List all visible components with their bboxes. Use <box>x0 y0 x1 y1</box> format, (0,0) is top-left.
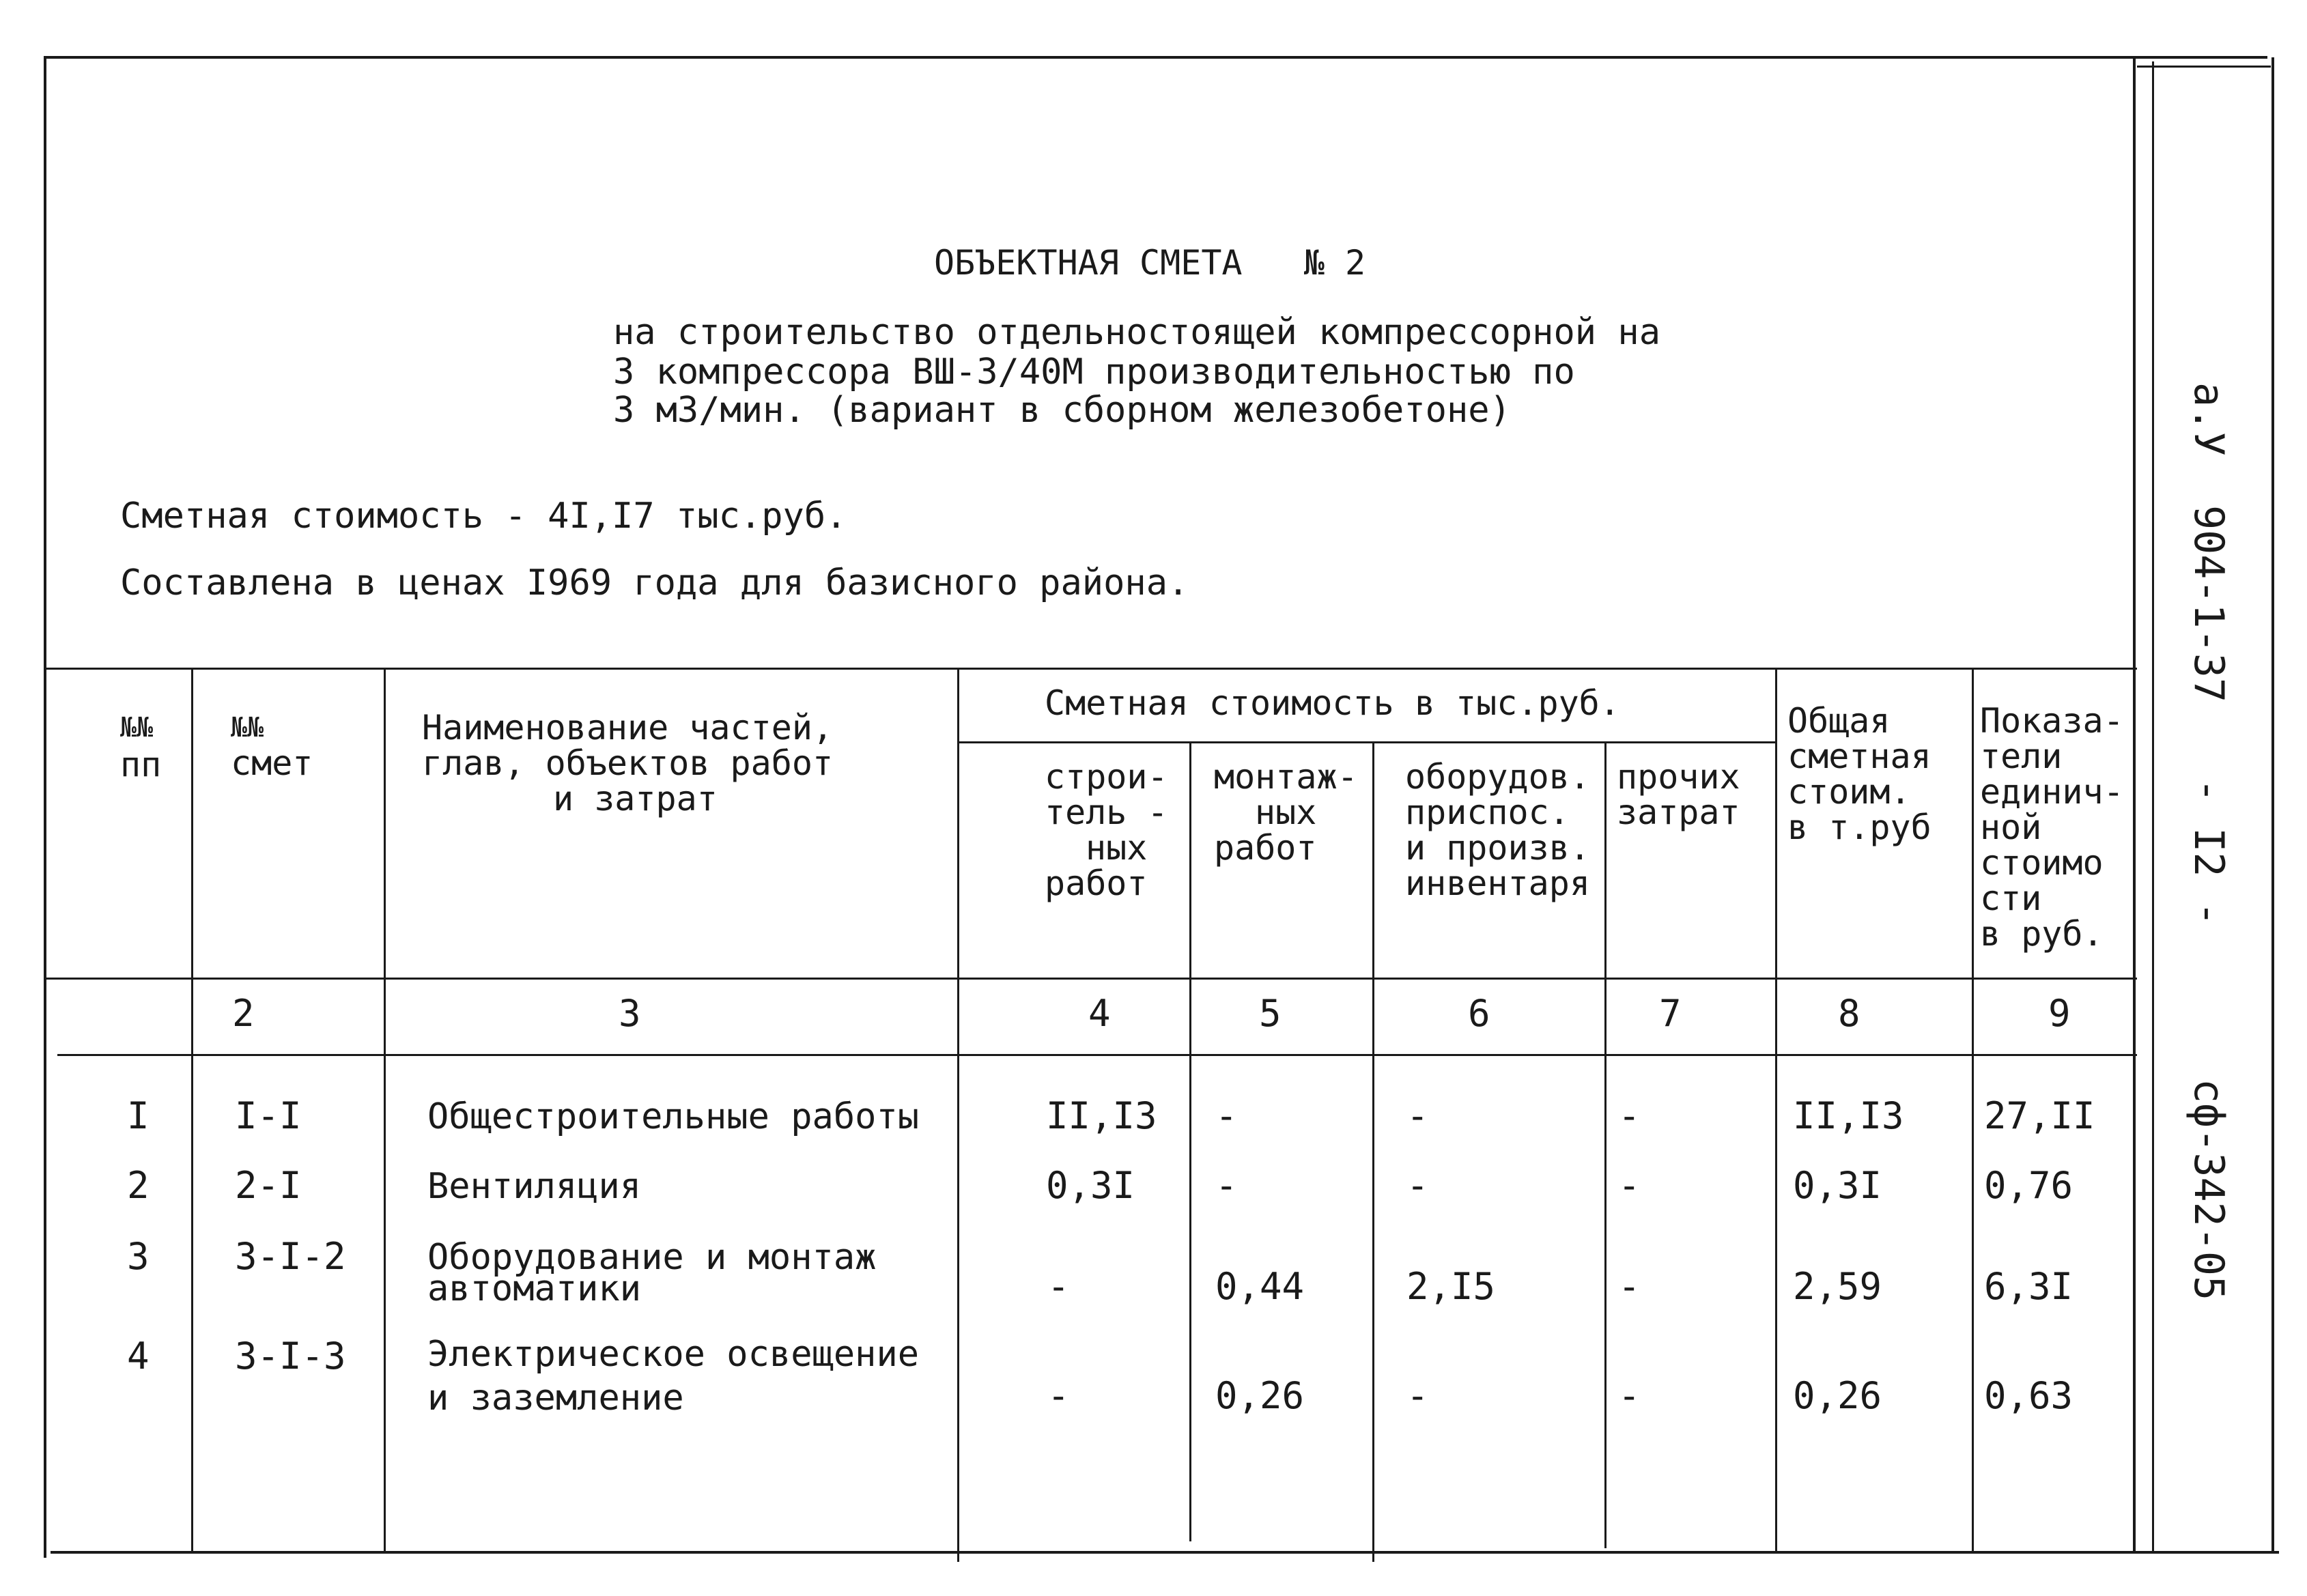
subtitle-line-3: 3 м3/мин. (вариант в сборном железобетоне) <box>613 390 1511 431</box>
table-top-line <box>44 668 2137 670</box>
row-number: I <box>127 1094 150 1137</box>
subtitle-line-2: 3 компрессора ВШ-3/40М производительностью по <box>613 352 1575 393</box>
column-number-8: 8 <box>1838 992 1860 1035</box>
side-stamp-code-a: а.У <box>2185 382 2233 457</box>
row-number: 2 <box>127 1164 150 1207</box>
row-construction-cost: 0,3I <box>1046 1164 1135 1207</box>
header-col1-line2: пп <box>120 745 162 784</box>
header-col7-line1: прочих <box>1617 757 1740 797</box>
header-col2-line2: смет <box>231 743 313 783</box>
header-col1-line1: №№ <box>120 712 154 743</box>
header-col8-line2: сметная <box>1787 737 1931 776</box>
row-construction-cost: - <box>1047 1374 1070 1417</box>
row-number: 3 <box>127 1235 150 1278</box>
table-numbers-bottom-line <box>57 1054 2137 1056</box>
row-smeta-number: 3-I-2 <box>235 1235 346 1278</box>
table-vline-1 <box>191 669 193 1552</box>
row-name-line2: автоматики <box>427 1268 642 1309</box>
row-unit-cost: 0,76 <box>1984 1164 2074 1207</box>
header-col3-line2: глав, объектов работ <box>422 743 834 783</box>
header-col6-line2: приспос. <box>1405 793 1570 832</box>
header-col6-line3: и произв. <box>1405 828 1590 868</box>
column-number-6: 6 <box>1468 992 1490 1035</box>
subtitle-line-1: на строительство отдельностоящей компрессорной на <box>613 312 1661 353</box>
prices-note: Составлена в ценах I969 года для базисного района. <box>120 562 1189 603</box>
header-col9-line5: стоимо <box>1980 843 2104 883</box>
header-col8-line1: Общая <box>1787 701 1891 741</box>
row-unit-cost: 6,3I <box>1984 1265 2074 1308</box>
table-vline-5 <box>1372 743 1374 1562</box>
header-group-label: Сметная стоимость в тыс.руб. <box>1045 683 1620 723</box>
row-installation-cost: - <box>1215 1164 1238 1207</box>
header-col9-line7: в руб. <box>1980 914 2104 954</box>
column-number-3: 3 <box>619 992 641 1035</box>
header-col5-line2: ных <box>1255 793 1317 832</box>
row-construction-cost: - <box>1047 1265 1070 1308</box>
row-total-cost: 0,26 <box>1793 1374 1882 1417</box>
header-col9-line2: тели <box>1980 737 2063 776</box>
row-smeta-number: I-I <box>235 1094 302 1137</box>
side-stamp-page-number: - I2 - <box>2185 778 2233 926</box>
table-vline-2 <box>384 669 386 1552</box>
row-total-cost: 0,3I <box>1793 1164 1882 1207</box>
header-col6-line4: инвентаря <box>1405 864 1590 903</box>
table-group-underline <box>957 741 1775 743</box>
header-col7-line2: затрат <box>1617 793 1740 832</box>
row-smeta-number: 3-I-3 <box>235 1335 346 1378</box>
header-col9-line3: единич- <box>1980 772 2124 812</box>
side-stamp-sheet-code: сф-342-05 <box>2185 1079 2233 1301</box>
row-unit-cost: 27,II <box>1984 1094 2095 1137</box>
header-col8-line3: стоим. <box>1787 772 1911 812</box>
row-name: Общестроительные работы <box>427 1096 920 1137</box>
table-vline-7 <box>1775 669 1777 1552</box>
row-unit-cost: 0,63 <box>1984 1374 2074 1417</box>
table-vline-3 <box>957 669 959 1562</box>
row-number: 4 <box>127 1335 150 1378</box>
row-name: Вентиляция <box>427 1166 642 1207</box>
frame-right <box>2271 57 2274 1552</box>
table-header-bottom-line <box>44 978 2137 980</box>
frame-stamp-left <box>2133 57 2136 1552</box>
estimated-cost: Сметная стоимость - 4I,I7 тыс.руб. <box>120 496 847 537</box>
row-installation-cost: - <box>1215 1094 1238 1137</box>
header-col8-line4: в т.руб <box>1787 808 1931 847</box>
row-equipment-cost: - <box>1406 1164 1429 1207</box>
header-col2-line1: №№ <box>231 712 264 743</box>
row-other-cost: - <box>1618 1164 1641 1207</box>
header-col4-line1: строи- <box>1045 757 1168 797</box>
header-col9-line6: сти <box>1980 879 2042 918</box>
row-equipment-cost: 2,I5 <box>1406 1265 1496 1308</box>
frame-left <box>44 56 46 1558</box>
column-number-2: 2 <box>232 992 255 1035</box>
column-number-7: 7 <box>1659 992 1682 1035</box>
row-smeta-number: 2-I <box>235 1164 302 1207</box>
frame-stamp-top <box>2137 66 2271 68</box>
row-installation-cost: 0,26 <box>1215 1374 1305 1417</box>
table-vline-8 <box>1972 669 1974 1552</box>
column-number-9: 9 <box>2048 992 2071 1035</box>
row-equipment-cost: - <box>1406 1094 1429 1137</box>
document-title: ОБЪЕКТНАЯ СМЕТА № 2 <box>934 243 1366 283</box>
header-col4-line2: тель - <box>1045 793 1168 832</box>
table-vline-4 <box>1189 743 1191 1541</box>
column-number-4: 4 <box>1088 992 1111 1035</box>
header-col4-line4: работ <box>1045 864 1148 903</box>
row-other-cost: - <box>1618 1094 1641 1137</box>
row-name-line2: и заземление <box>427 1378 684 1419</box>
header-col5-line3: работ <box>1214 828 1317 868</box>
row-other-cost: - <box>1618 1265 1641 1308</box>
table-vline-6 <box>1604 743 1607 1548</box>
row-total-cost: 2,59 <box>1793 1265 1882 1308</box>
header-col4-line3: ных <box>1086 828 1148 868</box>
row-construction-cost: II,I3 <box>1046 1094 1157 1137</box>
header-col9-line4: ной <box>1980 808 2042 847</box>
side-stamp-project-number: 904-1-37 <box>2185 505 2233 702</box>
row-total-cost: II,I3 <box>1793 1094 1904 1137</box>
frame-top <box>44 56 2267 59</box>
column-number-5: 5 <box>1259 992 1282 1035</box>
header-col5-line1: монтаж- <box>1214 757 1358 797</box>
row-equipment-cost: - <box>1406 1374 1429 1417</box>
header-col9-line1: Показа- <box>1980 701 2124 741</box>
row-other-cost: - <box>1618 1374 1641 1417</box>
row-installation-cost: 0,44 <box>1215 1265 1305 1308</box>
header-col6-line1: оборудов. <box>1405 757 1590 797</box>
header-col3-line1: Наименование частей, <box>422 708 834 747</box>
row-name-line1: Электрическое освещение <box>427 1334 920 1375</box>
row-name-line1: Оборудование и монтаж <box>427 1237 877 1278</box>
frame-stamp-inner <box>2152 61 2154 1552</box>
header-col3-line3: и затрат <box>553 779 718 818</box>
